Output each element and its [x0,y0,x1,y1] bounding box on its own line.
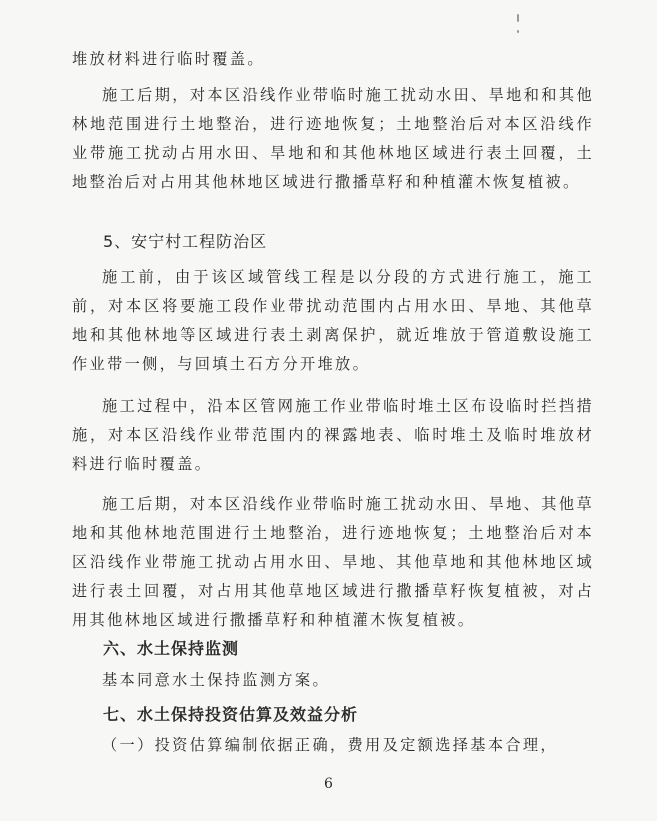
paragraph-post-construction-2: 施工后期，对本区沿线作业带临时施工扰动水田、旱地、其他草地和其他林地范围进行土地整治，进行迹地恢复；土地整治后对本区沿线作业带施工扰动占用水田、旱地、其他草地和其他林地区域进行表土回覆，对占用其他草地区域进行撒播草籽恢复植被，对占用其他林地区域进行撒播草籽和种植灌木恢复植被。 [72,495,594,629]
section-heading-7: 七、水土保持投资估算及效益分析 [103,705,359,724]
paragraph-post-construction-1: 施工后期，对本区沿线作业带临时施工扰动水田、旱地和和其他林地范围进行土地整治，进行迹地恢复；土地整治后对本区沿线作业带施工扰动占用水田、旱地和和其他林地区域进行表土回覆，土地整治后对占用其他林地区域进行撒播草籽和种植灌木恢复植被。 [72,86,594,191]
section-heading-5: 5、安宁村工程防治区 [103,232,268,251]
paragraph-continuation: 堆放材料进行临时覆盖。 [72,50,265,68]
scan-speck [517,14,519,22]
paragraph-pre-construction: 施工前，由于该区域管线工程是以分段的方式进行施工，施工前，对本区将要施工段作业带扰动范围内占用水田、旱地、其他草地和其他林地等区域进行表土剥离保护，就近堆放于管道敷设施工作业带一侧，与回填土石方分开堆放。 [72,268,594,373]
paragraph-monitoring: 基本同意水土保持监测方案。 [102,671,330,689]
page-number: 6 [324,776,333,792]
scan-speck [517,30,519,33]
section-heading-6: 六、水土保持监测 [103,639,240,658]
paragraph-during-construction: 施工过程中，沿本区管网施工作业带临时堆土区布设临时拦挡措施，对本区沿线作业带范围内的裸露地表、临时堆土及临时堆放材料进行临时覆盖。 [72,397,594,473]
paragraph-investment: （一）投资估算编制依据正确，费用及定额选择基本合理， [102,736,558,754]
